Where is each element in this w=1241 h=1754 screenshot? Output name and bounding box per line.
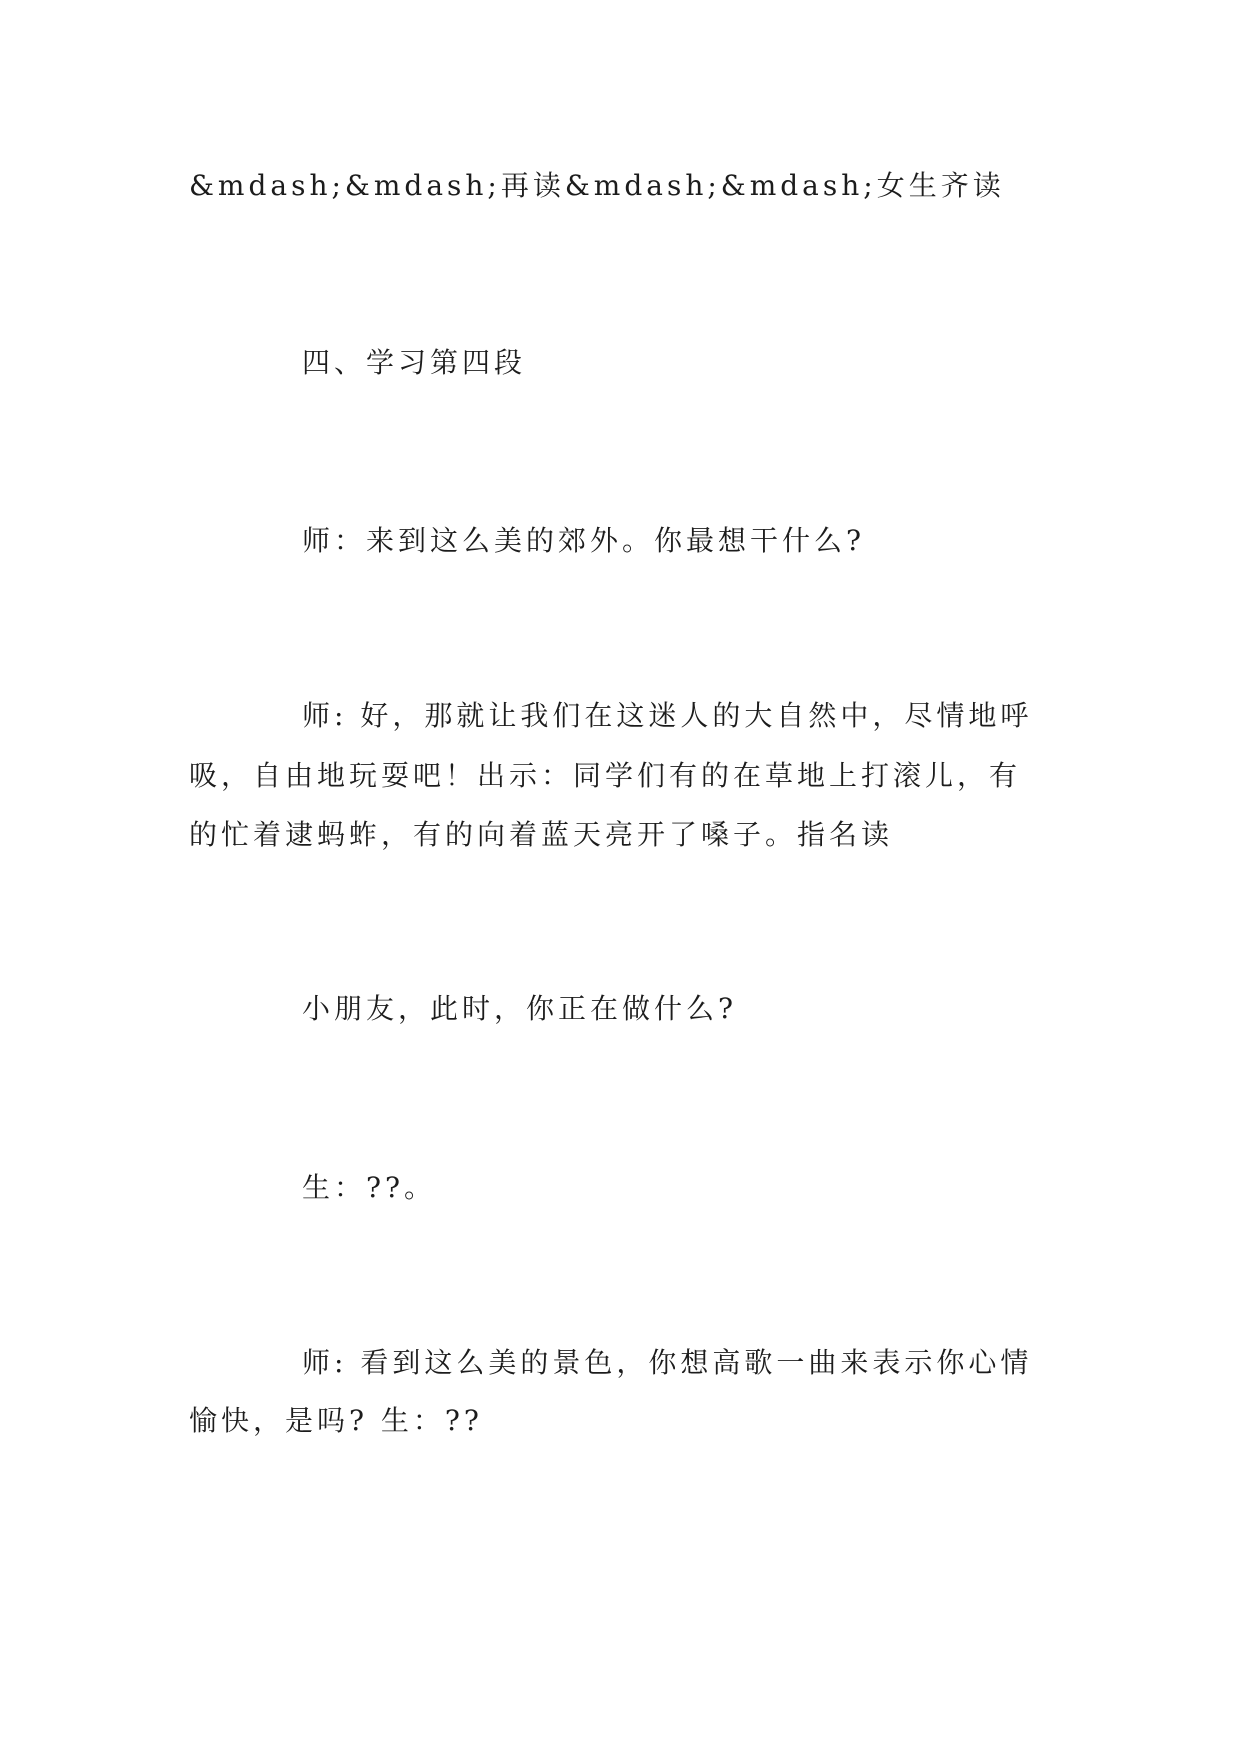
text-line: 师: 看到这么美的景色，你想高歌一曲来表示你心情 bbox=[302, 1346, 1033, 1379]
text-line: 吸，自由地玩耍吧！出示：同学们有的在草地上打滚儿，有 bbox=[189, 759, 1022, 792]
text-line: 的忙着逮蚂蚱，有的向着蓝天亮开了嗓子。指名读 bbox=[189, 818, 894, 851]
text-line: 师: 好，那就让我们在这迷人的大自然中，尽情地呼 bbox=[302, 699, 1033, 732]
text-line: 愉快，是吗? 生：?? bbox=[189, 1404, 483, 1437]
text-line: &mdash;&mdash;再读&mdash;&mdash;女生齐读 bbox=[189, 169, 1005, 202]
text-line: 师：来到这么美的郊外。你最想干什么? bbox=[302, 524, 866, 557]
text-line: 生：??。 bbox=[302, 1171, 437, 1204]
text-line: 四、学习第四段 bbox=[302, 346, 527, 379]
text-line: 小朋友，此时，你正在做什么? bbox=[302, 992, 738, 1025]
